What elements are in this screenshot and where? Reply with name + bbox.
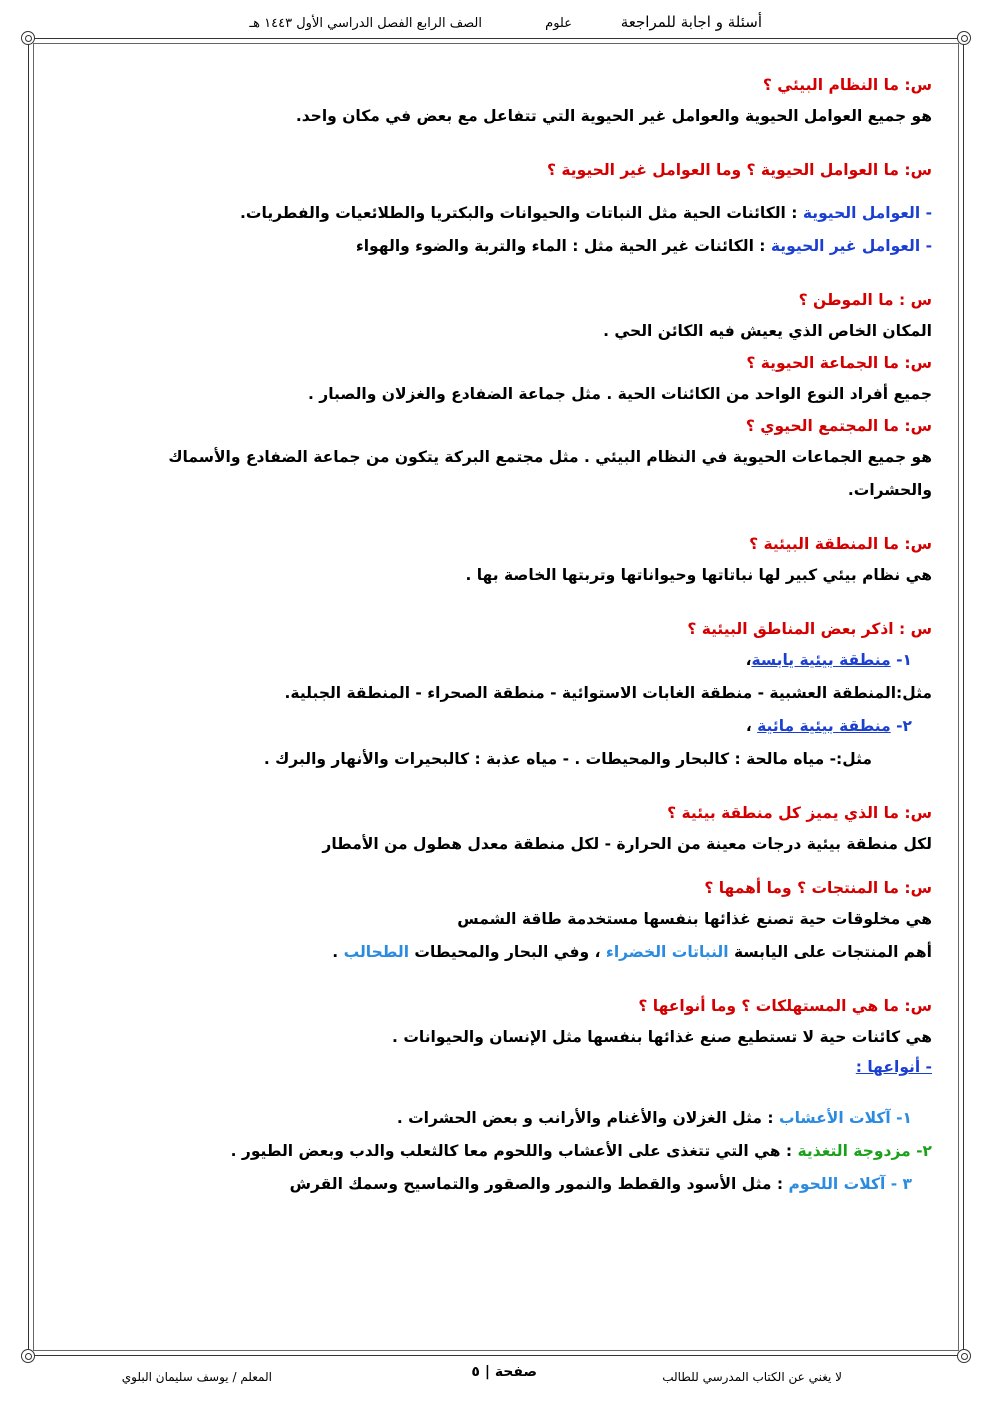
footer-teacher: المعلم / يوسف سليمان البلوي	[121, 1370, 272, 1384]
consumer-type-carnivores: ٣ - آكلات اللحوم : مثل الأسود والقطط والنمور والصقور والتماسيح وسمك القرش	[289, 1175, 912, 1193]
corner-ornament-icon	[957, 1349, 971, 1363]
question-producers: س: ما المنتجات ؟ وما أهمها ؟	[704, 879, 932, 897]
answer-community-line2: والحشرات.	[847, 481, 932, 499]
question-consumers: س: ما هي المستهلكات ؟ وما أنواعها ؟	[638, 997, 932, 1015]
answer-ecosystem: هو جميع العوامل الحيوية والعوامل غير الحيوية التي تتفاعل مع بعض في مكان واحد.	[295, 107, 932, 125]
item-number: ١-	[890, 651, 912, 669]
answer-population: جميع أفراد النوع الواحد من الكائنات الحية . مثل جماعة الضفادع والغزلان والصبار .	[307, 385, 932, 403]
abiotic-label: - العوامل غير الحيوية	[770, 237, 932, 255]
question-biome-features: س: ما الذي يميز كل منطقة بيئية ؟	[667, 804, 932, 822]
page-content	[132, 70, 932, 1201]
page-number: صفحة | ٥	[471, 1364, 537, 1380]
question-community: س: ما المجتمع الحيوي ؟	[745, 417, 932, 435]
question-habitat: س : ما الموطن ؟	[798, 291, 932, 309]
page-footer	[0, 1362, 992, 1392]
biotic-text: : الكائنات الحية مثل النباتات والحيوانات والبكتريا والطلائعيات والفطريات.	[240, 204, 803, 222]
header-subject: علوم	[545, 16, 572, 31]
item-separator: ،	[745, 651, 752, 669]
question-factors: س: ما العوامل الحيوية ؟ وما العوامل غير الحيوية ؟	[547, 161, 932, 179]
answer-consumers: هي كائنات حية لا تستطيع صنع غذائها بنفسها مثل الإنسان والحيوانات .	[392, 1028, 932, 1046]
question-biome-types: س : اذكر بعض المناطق البيئية ؟	[687, 620, 932, 638]
corner-ornament-icon	[21, 1349, 35, 1363]
consumer-type-omnivores: ٢- مزدوجة التغذية : هي التي تتغذى على الأعشاب واللحوم معا كالثعلب والدب وبعض الطيور .	[230, 1142, 932, 1160]
biotic-label: - العوامل الحيوية	[802, 204, 932, 222]
header-title: أسئلة و اجابة للمراجعة	[620, 13, 762, 31]
answer-biotic	[132, 197, 932, 230]
answer-biome: هي نظام بيئي كبير لها نباتاتها وحيواناتها وتربتها الخاصة بها .	[465, 566, 932, 584]
item-separator: ،	[745, 717, 758, 735]
abiotic-text: : الكائنات غير الحية مثل : الماء والتربة والضوء والهواء	[355, 237, 771, 255]
corner-ornament-icon	[21, 31, 35, 45]
question-ecosystem: س: ما النظام البيئي ؟	[762, 76, 932, 94]
omnivores-label: ٢- مزدوجة التغذية	[797, 1142, 932, 1160]
answer-habitat: المكان الخاص الذي يعيش فيه الكائن الحي .	[603, 322, 932, 340]
water-biome-label: منطقة بيئية مائية	[757, 717, 891, 735]
biome-item-water	[132, 710, 932, 743]
consumer-types-label: - أنواعها :	[855, 1058, 932, 1076]
answer-abiotic	[132, 230, 932, 263]
answer-main-producers: أهم المنتجات على اليابسة النباتات الخضراء ، وفي البحار والمحيطات الطحالب .	[332, 943, 932, 961]
herbivores-label: ١- آكلات الأعشاب	[779, 1109, 912, 1127]
carnivores-label: ٣ - آكلات اللحوم	[788, 1175, 912, 1193]
footer-note: لا يغني عن الكتاب المدرسي للطالب	[662, 1370, 842, 1384]
water-biome-examples: مثل:- مياه مالحة : كالبحار والمحيطات . - مياه عذبة : كالبحيرات والأنهار والبرك .	[263, 750, 872, 768]
page-header	[0, 10, 992, 38]
answer-producers: هي مخلوقات حية تصنع غذائها بنفسها مستخدمة طاقة الشمس	[457, 910, 932, 928]
consumer-type-herbivores: ١- آكلات الأعشاب : مثل الغزلان والأغنام والأرانب و بعض الحشرات .	[396, 1109, 912, 1127]
question-biome: س: ما المنطقة البيئية ؟	[749, 535, 932, 553]
item-number: ٢-	[890, 717, 912, 735]
header-grade: الصف الرابع الفصل الدراسي الأول ١٤٤٣ هـ	[249, 16, 482, 31]
answer-community-line1: هو جميع الجماعات الحيوية في النظام البيئي . مثل مجتمع البركة يتكون من جماعة الضفادع والأسماك	[168, 448, 932, 466]
corner-ornament-icon	[957, 31, 971, 45]
question-population: س: ما الجماعة الحيوية ؟	[746, 354, 932, 372]
land-biome-examples: مثل:المنطقة العشبية - منطقة الغابات الاستوائية - منطقة الصحراء - المنطقة الجبلية.	[284, 684, 932, 702]
algae-highlight: الطحالب	[343, 943, 410, 961]
biome-item-land	[132, 644, 932, 677]
green-plants-highlight: النباتات الخضراء	[605, 943, 729, 961]
answer-biome-features: لكل منطقة بيئية درجات معينة من الحرارة - لكل منطقة معدل هطول من الأمطار	[322, 835, 932, 853]
land-biome-label: منطقة بيئية يابسة	[751, 651, 891, 669]
